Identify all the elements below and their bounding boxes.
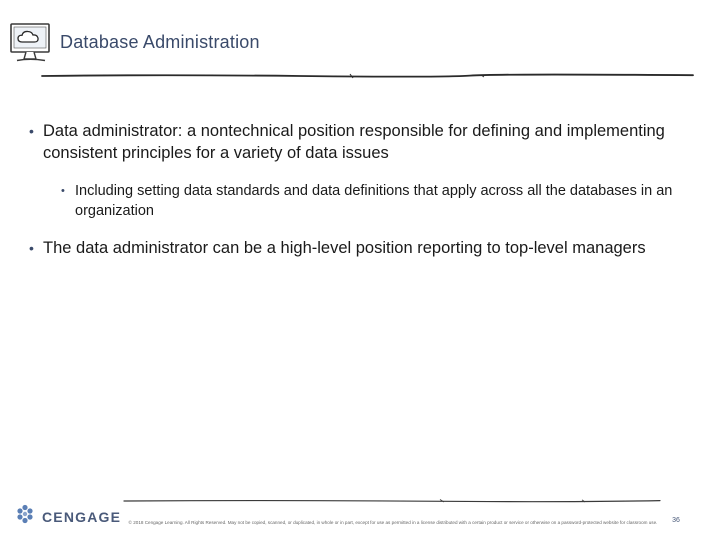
cloud-monitor-icon — [8, 19, 56, 67]
bullet-item — [28, 120, 688, 164]
footer-divider — [122, 497, 662, 505]
bullet-marker: • — [29, 240, 34, 256]
logo-text: CENGAGE — [42, 509, 122, 525]
bullet-item — [28, 237, 688, 259]
slide-content — [28, 120, 688, 259]
sub-bullet-text: Including setting data standards and data definitions that apply across all the databases in an organization — [75, 183, 673, 219]
bullet-text: The data administrator can be a high-level position reporting to top-level managers — [43, 239, 646, 257]
page-number: 36 — [672, 517, 680, 524]
slide-title: Database Administration — [60, 32, 260, 52]
sub-bullet-marker: • — [61, 185, 65, 197]
copyright-notice: © 2018 Cengage Learning. All Rights Reserved. May not be copied, scanned, or duplicated, in whole or in part, except for use as permitted in a license distributed with a certain product or service or otherwise on a password-protected website for classroom use. — [128, 520, 658, 525]
bullet-marker: • — [29, 123, 34, 139]
sub-bullet-item — [61, 181, 688, 221]
bullet-text: Data administrator: a nontechnical position responsible for defining and implementing consistent principles for a variety of data issues — [43, 122, 665, 162]
title-divider — [40, 70, 695, 82]
